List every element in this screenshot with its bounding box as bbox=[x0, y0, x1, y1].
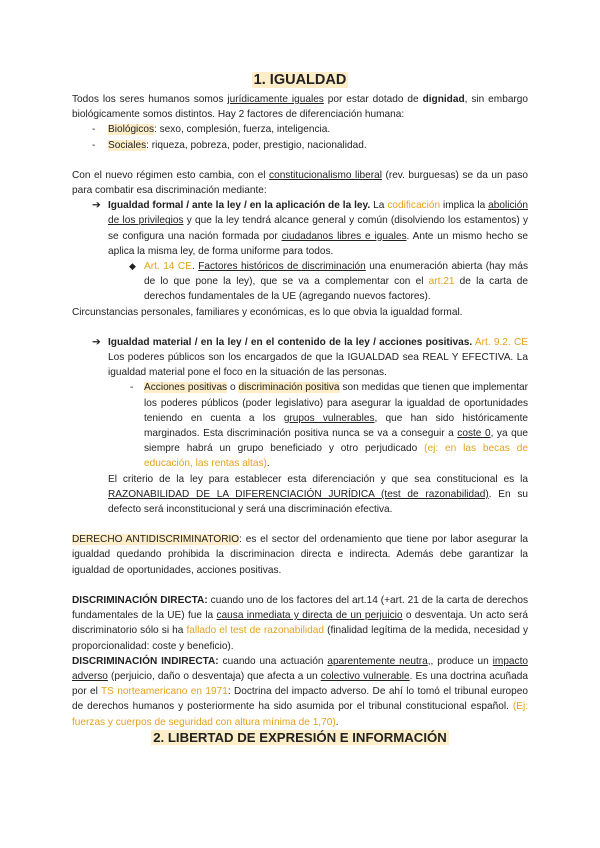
document-page bbox=[72, 68, 528, 745]
arrow-icon: ➔ bbox=[92, 335, 101, 348]
circumstances-paragraph: Circunstancias personales, familiares y económicas, es lo que obvia la igualdad formal. bbox=[72, 306, 463, 318]
art14-item: ◆ Art. 14 CE. Factores históricos de discriminación una enumeración abierta (hay más de lo que pone la ley), que se va a complementar con el art.21 de la carta de derechos fundamentales de la UE (agregando nuevos factores). bbox=[129, 261, 529, 303]
intro-paragraph: Todos los seres humanos somos jurídicamente iguales por estar dotado de dignidad, sin embargo biológicamente somos distintos. Hay 2 factores de diferenciación humana: bbox=[72, 94, 529, 121]
factor-item: - Biológicos: sexo, complesión, fuerza, inteligencia. bbox=[92, 122, 528, 137]
igualdad-material-item: ➔ Igualdad material / en la ley / en el contenido de la ley / acciones positivas. Art. 9.2. CE Los poderes públicos son los encargados de que la IGUALDAD sea REAL Y EFECTIVA. La igualdad material pone el foco en la situación de las personas. bbox=[92, 335, 529, 379]
section-title-igualdad: 1. IGUALDAD bbox=[253, 72, 347, 88]
diamond-bullet-icon: ◆ bbox=[129, 261, 136, 272]
criterio-paragraph: El criterio de la ley para establecer esta diferenciación y que sea constitucional es la RAZONABILIDAD DE LA DIFERENCIACIÓN JURÍDICA (test de razonabilidad). En su defecto será inconstitucional y será una discriminación efectiva. bbox=[108, 473, 529, 516]
section-title-libertad: 2. LIBERTAD DE EXPRESIÓN E INFORMACIÓN bbox=[153, 729, 447, 745]
igualdad-formal-item: ➔ Igualdad formal / ante la ley / en la aplicación de la ley. La codificación implica la abolición de los privilegios y que la ley tendrá alcance general y común (disolviendo los estamentos) y se configura una nación formada por ciudadanos libres e iguales. Ante un mismo hecho se aplica la misma ley, de forma uniforme para todos. bbox=[92, 199, 528, 257]
factors-list bbox=[72, 122, 528, 152]
liberal-paragraph: Con el nuevo régimen esto cambia, con el constitucionalismo liberal (rev. burguesas) se da un paso para combatir esa discriminación mediante: bbox=[72, 169, 528, 197]
factor-item: - Sociales: riqueza, pobreza, poder, prestigio, nacionalidad. bbox=[92, 138, 528, 153]
acciones-positivas-item: - Acciones positivas o discriminación positiva son medidas que tienen que implementar los poderes públicos (poder legislativo) para asegurar la igualdad de oportunidades teniendo en cuenta a los grupos vulnerables, que han sido históricamente marginados. Esta discriminación positiva nunca se va a conseguir a coste 0, ya que siempre habrá un grupo beneficiado y otro perjudicado (ej: en las becas de educación, las rentas altas). bbox=[130, 382, 528, 470]
arrow-icon: ➔ bbox=[92, 199, 101, 212]
discriminacion-directa-paragraph: DISCRIMINACIÓN DIRECTA: cuando uno de los factores del art.14 (+art. 21 de la carta de derechos fundamentales de la UE) fue la causa inmediata y directa de un perjuicio o desventaja. Un acto será discriminatorio sólo si ha fallado el test de razonabilidad (finalidad legítima de la medida, necesidad y proporcionalidad: coste y beneficio). bbox=[72, 594, 528, 652]
discriminacion-indirecta-paragraph: DISCRIMINACIÓN INDIRECTA: cuando una actuación aparentemente neutra,, produce un impacto adverso (perjuicio, daño o desventaja) que afecta a un colectivo vulnerable. Es una doctrina acuñada por el TS norteamericano en 1971: Doctrina del impacto adverso. De ahí lo tomó el tribunal europeo de derechos humanos y posteriormente ha sido asumida por el tribunal constitucional español. (Ej: fuerzas y cuerpos de seguridad con altura mínima de 1,70). bbox=[72, 655, 529, 728]
antidiscriminatorio-paragraph: DERECHO ANTIDISCRIMINATORIO: es el sector del ordenamiento que tiene por labor asegurar la igualdad quedando prohibida la discriminacion directa e indirecta. Además debe garantizar la igualdad de oportunidades, acciones positivas. bbox=[72, 534, 529, 576]
